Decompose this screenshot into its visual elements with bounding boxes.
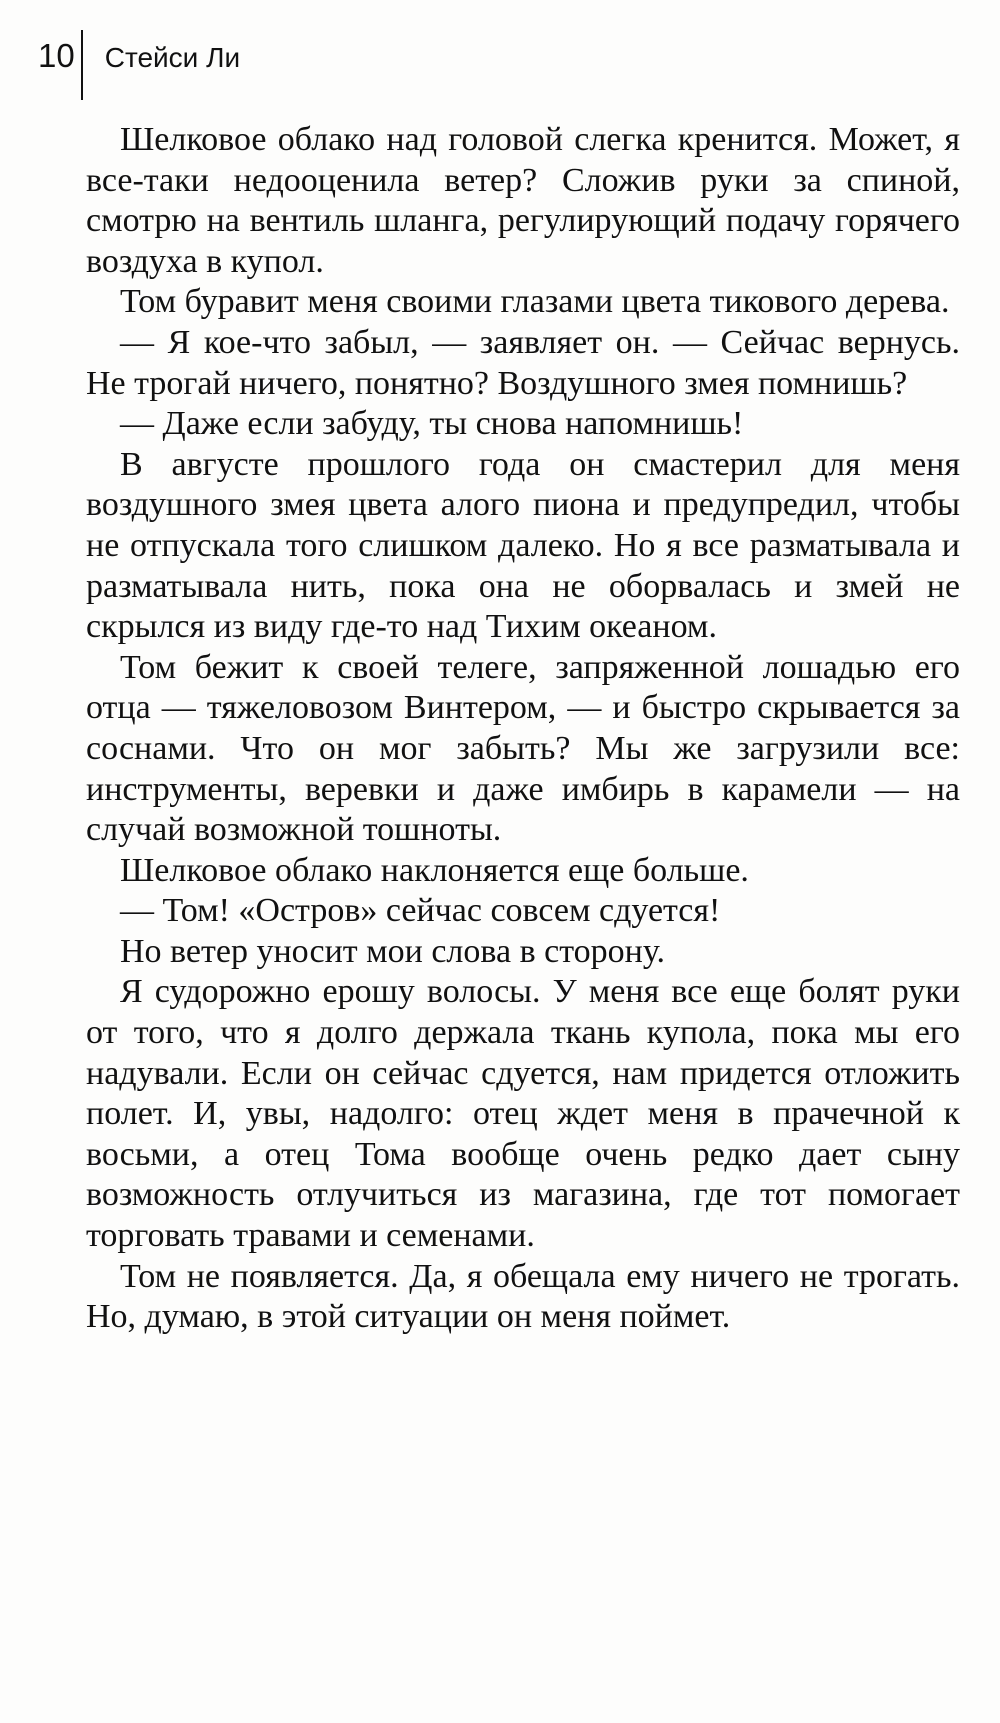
paragraph: Шелковое облако над головой слегка кренится. Может, я все-таки недооценила ветер? Сложив руки за спиной, смотрю на вентиль шланга, регулирующий подачу горячего воздуха в купол.	[86, 121, 960, 280]
paragraph: — Даже если забуду, ты снова напомнишь!	[120, 405, 744, 443]
running-head-author: Стейси Ли	[104, 42, 241, 73]
page-header	[38, 30, 240, 100]
paragraph: Том бежит к своей телеге, запряженной лошадью его отца — тяжеловозом Винтером, — и быстро скрывается за соснами. Что он мог забыть? Мы же загрузили все: инструменты, веревки и даже имбирь в карамели — на случай возможной тошноты.	[86, 648, 960, 849]
paragraph: В августе прошлого года он смастерил для меня воздушного змея цвета алого пиона и предупредил, чтобы не отпускала того слишком далеко. Но я все разматывала и разматывала нить, пока она не оборвалась и змей не скрылся из виду где-то над Тихим океаном.	[86, 445, 960, 646]
body-text	[86, 120, 960, 1338]
paragraph: Я судорожно ерошу волосы. У меня все еще болят руки от того, что я долго держала ткань купола, пока мы его надували. Если он сейчас сдуется, нам придется отложить полет. И, увы, надолго: отец ждет меня в прачечной к восьми, а отец Тома вообще очень редко дает сыну возможность отлучиться из магазина, где тот помогает торговать травами и семенами.	[86, 973, 960, 1255]
paragraph: Шелковое облако наклоняется еще больше.	[120, 851, 749, 889]
paragraph: — Том! «Остров» сейчас совсем сдуется!	[120, 892, 721, 930]
paragraph: Но ветер уносит мои слова в сторону.	[120, 932, 665, 970]
paragraph: — Я кое-что забыл, — заявляет он. — Сейчас вернусь. Не трогай ничего, понятно? Воздушного змея помнишь?	[86, 323, 960, 402]
header-divider	[81, 30, 83, 100]
paragraph: Том не появляется. Да, я обещала ему ничего не трогать. Но, думаю, в этой ситуации он меня поймет.	[86, 1257, 960, 1336]
page-number: 10	[38, 37, 75, 74]
paragraph: Том буравит меня своими глазами цвета тикового дерева.	[120, 283, 950, 321]
